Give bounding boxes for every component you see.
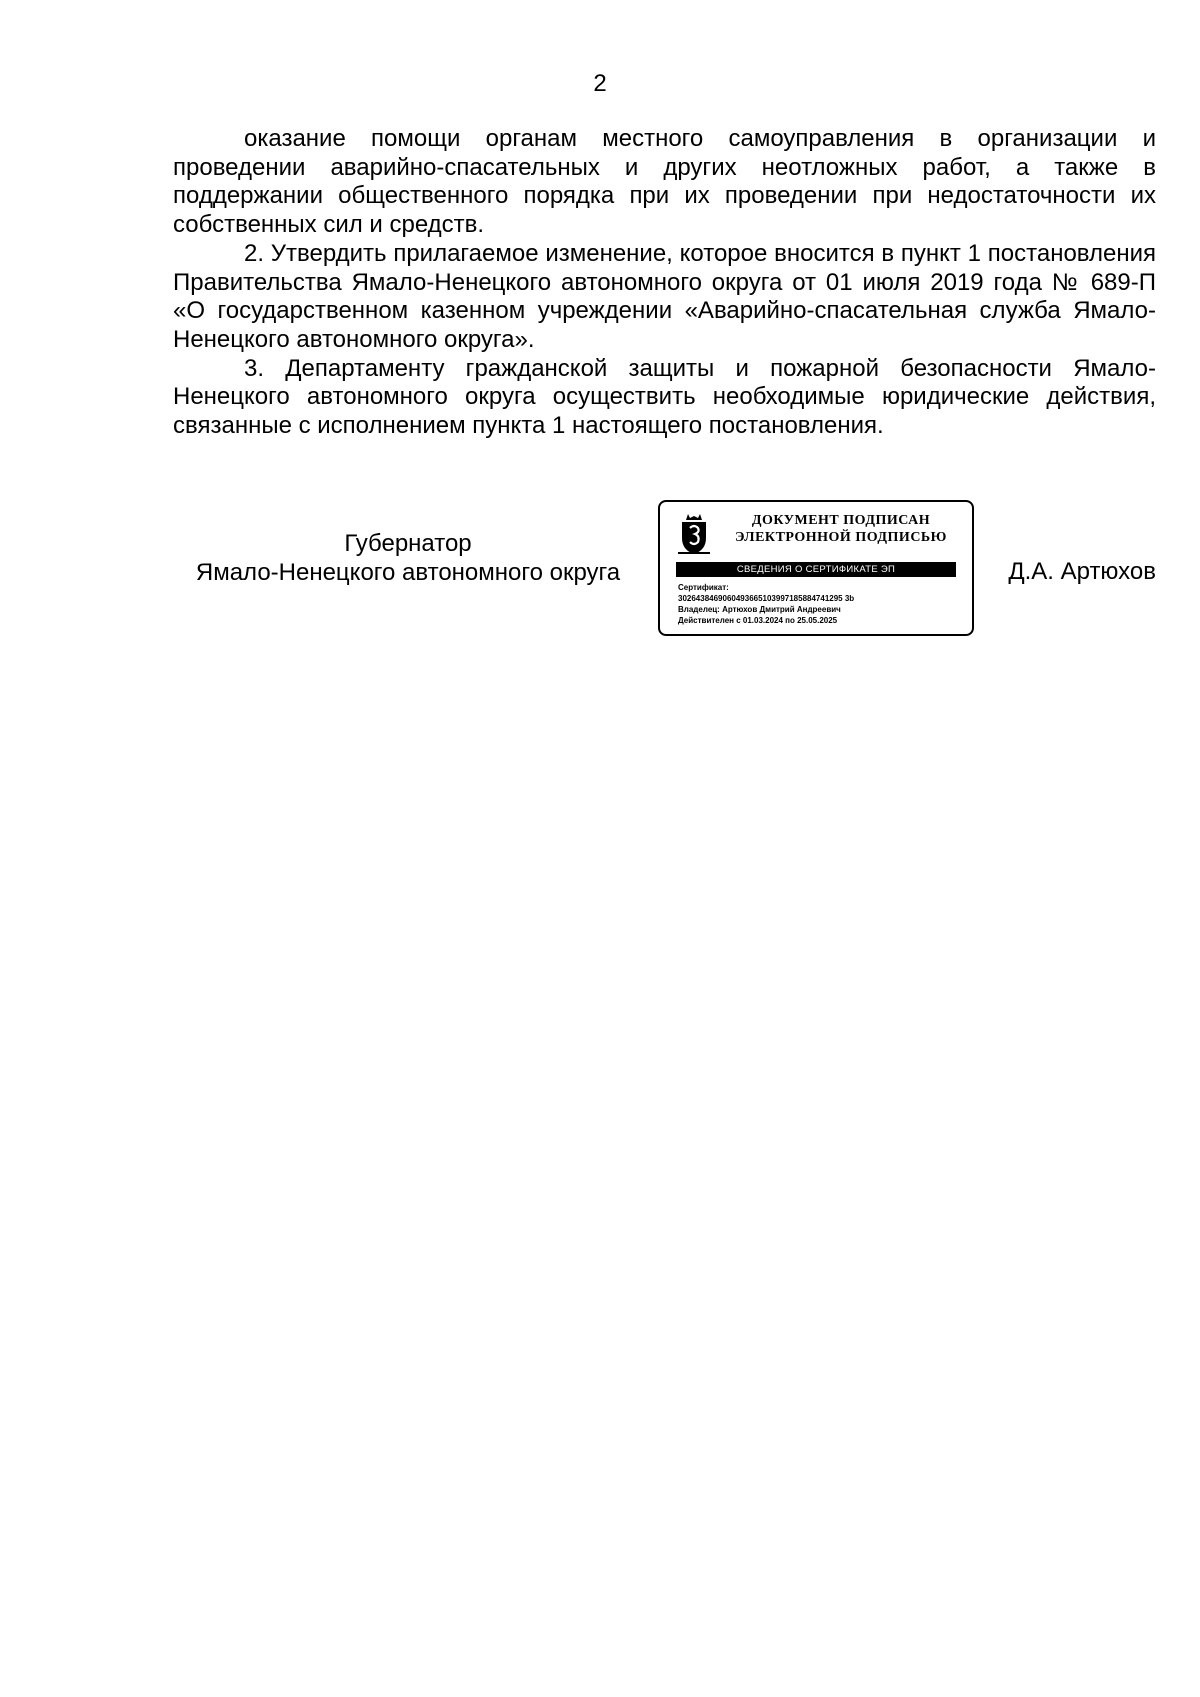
document-body — [173, 125, 1156, 441]
certificate-info-bar: СВЕДЕНИЯ О СЕРТИФИКАТЕ ЭП — [676, 562, 956, 577]
page-number: 2 — [593, 70, 607, 97]
signatory-position — [173, 530, 643, 587]
coat-of-arms-icon — [676, 512, 712, 556]
signatory-position-line1: Губернатор — [344, 530, 472, 557]
paragraph-item-2: 2. Утвердить прилагаемое изменение, которое вносится в пункт 1 постановления Правительства Ямало-Ненецкого автономного округа от 01 июля 2019 года № 689-П «О государственном казенном учреждении «Аварийно-спасательная служба Ямало-Ненецкого автономного округа». — [173, 239, 1156, 353]
stamp-title-line2: ЭЛЕКТРОННОЙ ПОДПИСЬЮ — [735, 530, 947, 545]
certificate-label: Сертификат: — [678, 583, 729, 592]
signature-block — [173, 500, 1156, 645]
paragraph-item-3: 3. Департаменту гражданской защиты и пожарной безопасности Ямало-Ненецкого автономного округа осуществить необходимые юридические действия, связанные с исполнением пункта 1 настоящего постановления. — [173, 354, 1156, 440]
certificate-validity: Действителен с 01.03.2024 по 25.05.2025 — [678, 616, 838, 625]
certificate-number: 3026438469060493665103997185884741295 3b — [678, 594, 855, 603]
paragraph-continuation: оказание помощи органам местного самоуправления в организации и проведении аварийно-спасательных и других неотложных работ, а также в поддержании общественного порядка при их проведении при недостаточности их собственных сил и средств. — [173, 125, 1156, 239]
electronic-signature-stamp — [658, 500, 974, 636]
signatory-position-line2: Ямало-Ненецкого автономного округа — [195, 558, 621, 586]
signatory-name: Д.А. Артюхов — [1008, 558, 1156, 585]
stamp-title-line1: ДОКУМЕНТ ПОДПИСАН — [751, 513, 931, 528]
certificate-details — [678, 582, 958, 626]
stamp-title — [718, 512, 964, 546]
certificate-owner: Владелец: Артюхов Дмитрий Андреевич — [678, 605, 841, 614]
